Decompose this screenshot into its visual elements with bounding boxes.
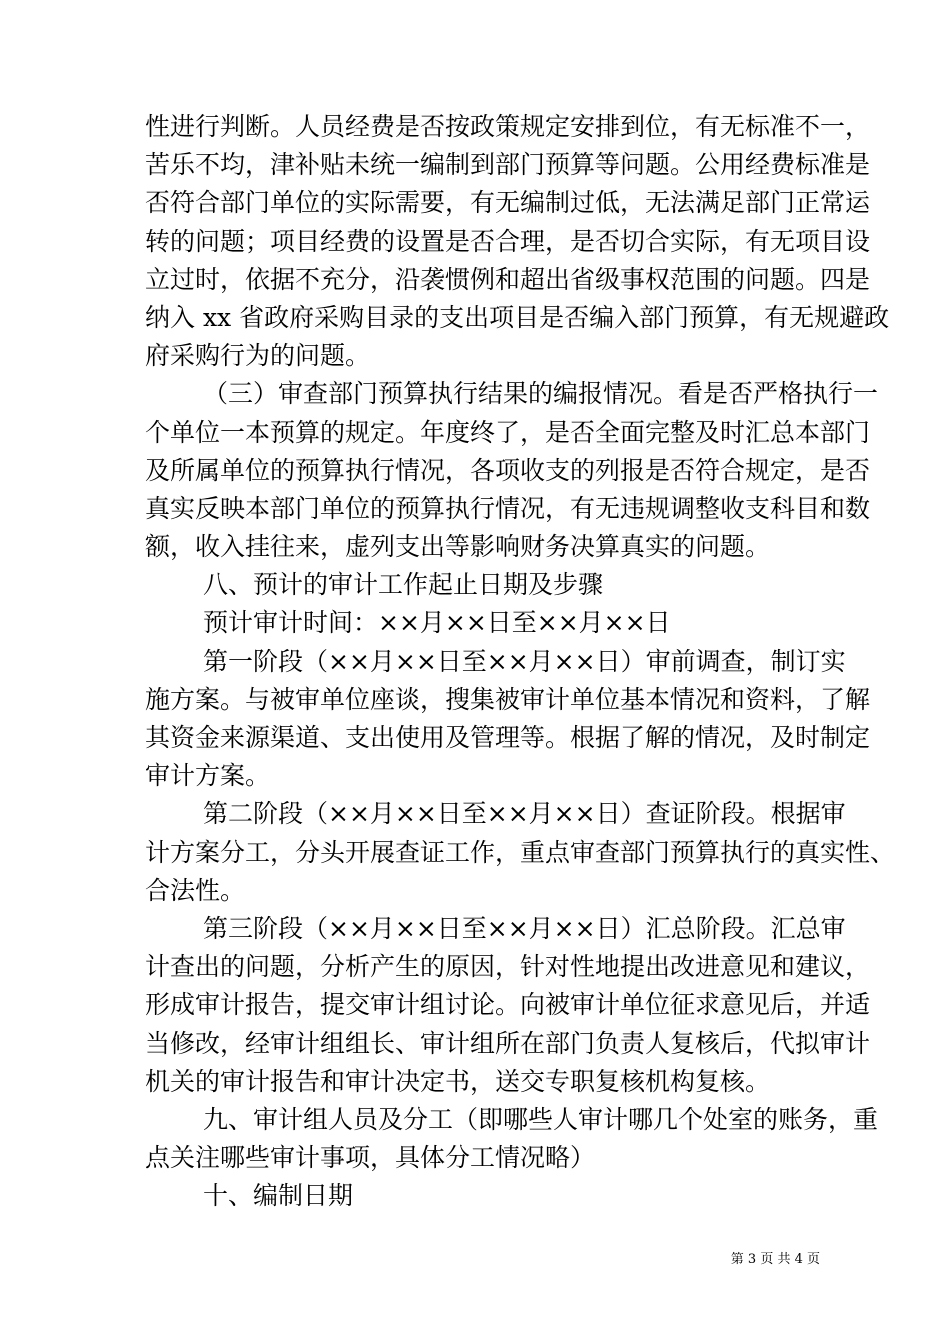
text-line: 第三阶段（××月××日至××月××日）汇总阶段。汇总审 xyxy=(203,913,846,943)
text-line: 施方案。与被审单位座谈，搜集被审计单位基本情况和资料，了解 xyxy=(145,684,871,714)
text-line: 否符合部门单位的实际需要，有无编制过低，无法满足部门正常运 xyxy=(145,188,871,218)
text-line: 苦乐不均，津补贴未统一编制到部门预算等问题。公用经费标准是 xyxy=(145,150,871,180)
text-line: 十、编制日期 xyxy=(203,1181,354,1211)
text-line: 纳入 xx 省政府采购目录的支出项目是否编入部门预算，有无规避政 xyxy=(145,302,890,332)
text-line: 第一阶段（××月××日至××月××日）审前调查，制订实 xyxy=(203,646,846,676)
text-line: 八、预计的审计工作起止日期及步骤 xyxy=(203,570,604,600)
text-line: 九、审计组人员及分工（即哪些人审计哪几个处室的账务，重 xyxy=(203,1104,879,1134)
text-line: 额，收入挂往来，虚列支出等影响财务决算真实的问题。 xyxy=(145,532,771,562)
text-line: 预计审计时间：××月××日至××月××日 xyxy=(203,608,671,638)
text-line: 形成审计报告，提交审计组讨论。向被审计单位征求意见后，并适 xyxy=(145,990,871,1020)
page-number-footer: 第 3 页 共 4 页 xyxy=(730,1252,820,1267)
text-line: 计方案分工，分头开展查证工作，重点审查部门预算执行的真实性、 xyxy=(145,837,896,867)
text-line: 个单位一本预算的规定。年度终了，是否全面完整及时汇总本部门 xyxy=(145,417,871,447)
text-line: 合法性。 xyxy=(145,875,246,905)
document-body xyxy=(145,108,896,1215)
text-line: 府采购行为的问题。 xyxy=(145,341,371,371)
text-line: （三）审查部门预算执行结果的编报情况。看是否严格执行一 xyxy=(203,379,879,409)
text-line: 转的问题；项目经费的设置是否合理，是否切合实际，有无项目设 xyxy=(145,226,871,256)
text-line: 立过时，依据不充分，沿袭惯例和超出省级事权范围的问题。四是 xyxy=(145,264,871,294)
text-line: 其资金来源渠道、支出使用及管理等。根据了解的情况，及时制定 xyxy=(145,723,871,752)
text-line: 点关注哪些审计事项，具体分工情况略） xyxy=(145,1143,596,1173)
text-line: 计查出的问题，分析产生的原因，针对性地提出改进意见和建议， xyxy=(145,952,871,982)
text-line: 性进行判断。人员经费是否按政策规定安排到位，有无标准不一， xyxy=(145,112,871,141)
text-line: 机关的审计报告和审计决定书，送交专职复核机构复核。 xyxy=(145,1066,771,1096)
text-line: 审计方案。 xyxy=(145,761,271,791)
text-line: 当修改，经审计组组长、审计组所在部门负责人复核后，代拟审计 xyxy=(145,1028,871,1058)
text-line: 第二阶段（××月××日至××月××日）查证阶段。根据审 xyxy=(203,799,846,829)
text-line: 真实反映本部门单位的预算执行情况，有无违规调整收支科目和数 xyxy=(145,493,871,523)
text-line: 及所属单位的预算执行情况，各项收支的列报是否符合规定，是否 xyxy=(145,455,871,485)
